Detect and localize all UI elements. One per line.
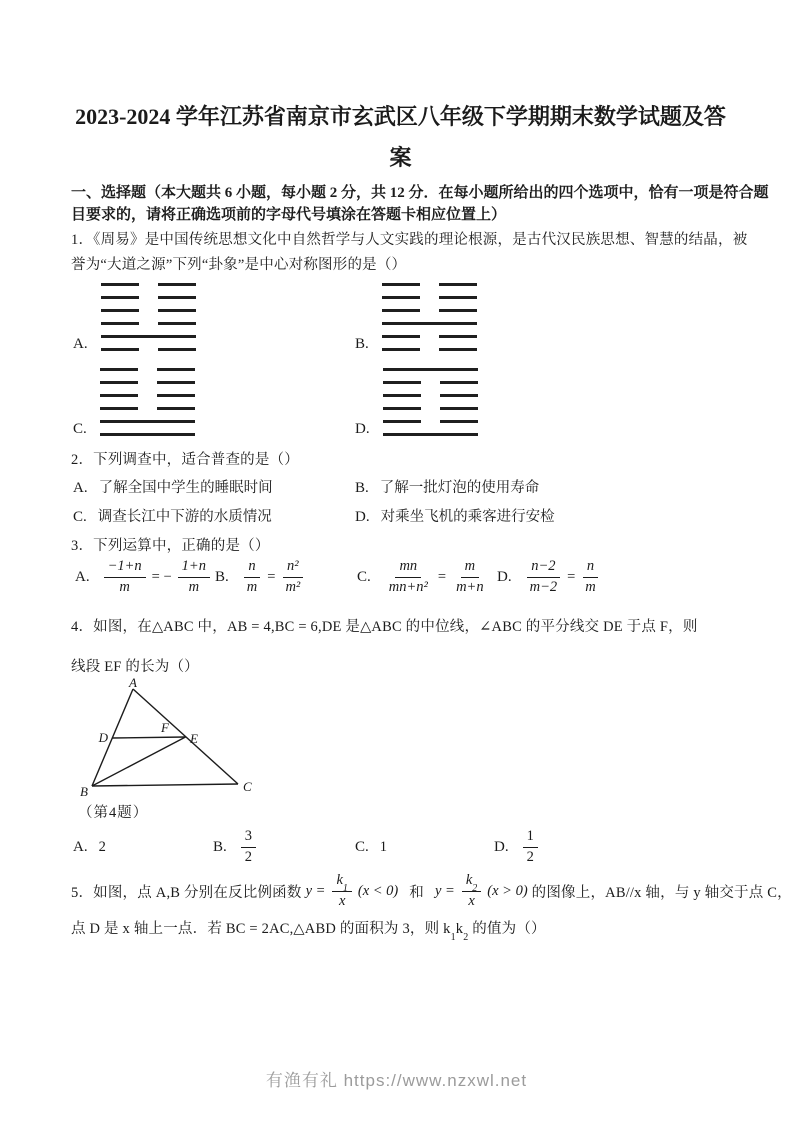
question-5-text-line1	[71, 868, 792, 914]
solid-yang-line	[100, 420, 195, 423]
formula-lhs: y =	[434, 882, 455, 899]
q1-option-b	[355, 283, 477, 351]
q4-option-c	[355, 827, 387, 867]
broken-yin-line	[101, 348, 196, 351]
broken-yin-line	[383, 381, 478, 384]
q3-option-d	[497, 550, 603, 604]
section-heading-line1: 一、选择题（本大题共 6 小题，每小题 2 分，共 12 分．在每小题所给出的四个选项中，恰有一项是符合题	[71, 185, 769, 201]
q5-line2-text: 点 D 是 x 轴上一点．若 BC = 2AC,△ABD 的面积为 3，则 k	[71, 921, 451, 937]
formula-lhs: y =	[305, 882, 326, 899]
fraction	[241, 827, 256, 867]
q4-option-a-value: 2	[98, 838, 106, 855]
fraction-numerator: mn	[395, 557, 421, 577]
broken-yin-line	[382, 296, 477, 299]
equals-sign: = −	[151, 568, 172, 585]
q3-option-c	[357, 550, 491, 604]
equals-sign: =	[437, 568, 447, 585]
broken-yin-line	[100, 407, 195, 410]
q4-option-a-label: A.	[73, 838, 88, 855]
q2-option-b-label: B.	[355, 480, 369, 496]
q5-formula-2	[435, 871, 528, 911]
q5-intro: 5．如图，点 A,B 分别在反比例函数	[71, 884, 302, 901]
hexagram-figure-a	[101, 283, 196, 351]
q4-option-d	[494, 827, 541, 867]
fraction	[332, 871, 351, 911]
fraction-denominator: m²	[285, 578, 301, 595]
q4-option-c-value: 1	[379, 838, 388, 855]
q3-option-a	[75, 550, 213, 604]
q1-option-c	[73, 368, 195, 436]
hexagram-figure-b	[382, 283, 477, 351]
fraction-denominator: x	[338, 892, 346, 909]
broken-yin-line	[383, 420, 478, 423]
q2-option-d-text: 对乘坐飞机的乘客进行安检	[380, 509, 555, 525]
solid-yang-line	[100, 433, 195, 436]
equals-sign: =	[567, 568, 576, 585]
q2-option-c-text: 调查长江中下游的水质情况	[97, 509, 272, 525]
k1-subscript: 1	[450, 931, 456, 943]
q2-option-c-label: C.	[73, 509, 87, 525]
q5-line2-k: k	[455, 921, 464, 937]
q5-formula-1	[306, 871, 399, 911]
fraction-denominator: x	[468, 892, 475, 909]
broken-yin-line	[101, 309, 196, 312]
fraction	[178, 557, 210, 597]
q5-line2-end: 的值为（）	[468, 921, 546, 937]
fraction-denominator: m−2	[529, 578, 558, 595]
fraction-numerator: 1	[523, 827, 538, 847]
q4-figure-caption: （第4题）	[78, 805, 149, 821]
q2-option-a-text: 了解全国中学生的睡眠时间	[98, 480, 273, 496]
broken-yin-line	[382, 283, 477, 286]
q3-option-c-label: C.	[357, 568, 371, 585]
site-watermark: 有渔有礼 https://www.nzxwl.net	[265, 1071, 528, 1090]
fraction	[581, 557, 599, 597]
fraction	[523, 827, 538, 867]
q1-option-a	[73, 283, 196, 351]
page-title-line2: 案	[389, 145, 412, 170]
fraction	[462, 871, 481, 911]
fraction-denominator: m+n	[456, 578, 484, 595]
fraction-numerator: n−2	[527, 557, 559, 577]
hexagram-figure-c	[100, 368, 195, 436]
fraction-numerator: m	[461, 557, 479, 577]
fraction	[104, 557, 146, 597]
q2-option-d	[355, 508, 555, 527]
solid-yang-line	[382, 322, 477, 325]
solid-yang-line	[101, 335, 196, 338]
midline-DE	[113, 737, 186, 738]
q4-option-d-label: D.	[494, 838, 509, 855]
broken-yin-line	[101, 322, 196, 325]
fraction-denominator: 2	[244, 848, 253, 865]
vertex-label-A: A	[129, 678, 137, 690]
broken-yin-line	[383, 407, 478, 410]
broken-yin-line	[100, 394, 195, 397]
fraction	[243, 557, 261, 597]
fraction-numerator: $k_2$	[462, 871, 481, 891]
broken-yin-line	[382, 309, 477, 312]
question-2-text: 2．下列调查中，适合普查的是（）	[71, 452, 299, 468]
page-content	[69, 0, 792, 1122]
q2-option-d-label: D.	[355, 509, 370, 525]
q2-option-c	[73, 508, 272, 527]
question-1-text-line2: 誉为“大道之源”下列“卦象”是中心对称图形的是（）	[71, 257, 407, 273]
fraction-numerator: 1+n	[178, 557, 210, 577]
fraction-denominator: m	[246, 578, 258, 595]
vertex-label-C: C	[243, 779, 252, 794]
q2-option-b-text: 了解一批灯泡的使用寿命	[379, 480, 540, 496]
q4-option-a	[73, 827, 106, 867]
q4-option-b-label: B.	[213, 838, 227, 855]
question-1-text-line1: 1．《周易》是中国传统思想文化中自然哲学与人文实践的理论根源，是古代汉民族思想、智慧的结晶，被	[71, 232, 748, 248]
broken-yin-line	[382, 335, 477, 338]
q5-tail: 的图像上，AB//x 轴，与 y 轴交于点 C，	[531, 884, 792, 901]
point-label-E: E	[190, 731, 198, 746]
side-BC	[92, 784, 238, 786]
fraction-numerator: n	[244, 557, 259, 577]
side-AC	[133, 689, 238, 784]
domain-condition: (x > 0)	[487, 882, 528, 899]
solid-yang-line	[383, 368, 478, 371]
q1-option-d	[355, 368, 478, 436]
page-title-line1: 2023-2024 学年江苏省南京市玄武区八年级下学期期末数学试题及答	[75, 104, 726, 129]
fraction-numerator: $k_1$	[332, 871, 351, 891]
fraction-denominator: 2	[526, 848, 534, 865]
q1-option-a-label: A.	[73, 336, 88, 352]
fraction	[526, 557, 562, 597]
broken-yin-line	[101, 296, 196, 299]
fraction-numerator: 3	[241, 827, 256, 847]
question-5-text-line2	[71, 920, 546, 943]
fraction-denominator: m	[585, 578, 596, 595]
vertex-label-B: B	[80, 784, 88, 799]
solid-yang-line	[383, 433, 478, 436]
hexagram-figure-d	[383, 368, 478, 436]
fraction	[385, 557, 432, 597]
fraction	[452, 557, 488, 597]
q5-conjunction: 和	[409, 884, 424, 901]
k2-subscript: 2	[463, 931, 469, 943]
fraction-denominator: mn+n²	[388, 578, 428, 595]
point-label-D: D	[98, 730, 108, 745]
q3-option-b	[215, 550, 307, 604]
broken-yin-line	[382, 348, 477, 351]
q2-option-b	[355, 479, 539, 498]
q2-option-a	[73, 479, 273, 498]
q3-option-b-label: B.	[215, 568, 229, 585]
q3-option-a-label: A.	[75, 568, 90, 585]
q1-option-c-label: C.	[73, 421, 87, 437]
broken-yin-line	[383, 394, 478, 397]
q4-option-c-label: C.	[355, 838, 369, 855]
broken-yin-line	[101, 283, 196, 286]
q4-option-b	[213, 827, 259, 867]
domain-condition: (x < 0)	[357, 882, 399, 899]
fraction-denominator: m	[188, 578, 200, 595]
q2-option-a-label: A.	[73, 480, 88, 496]
section-heading-line2: 目要求的，请将正确选项前的字母代号填涂在答题卡相应位置上）	[71, 207, 507, 223]
point-label-F: F	[161, 720, 169, 735]
q4-triangle-figure	[60, 678, 260, 804]
fraction-numerator: n	[583, 557, 598, 577]
fraction	[281, 557, 304, 597]
fraction-numerator: −1+n	[104, 557, 146, 577]
broken-yin-line	[100, 368, 195, 371]
question-4-text-line2: 线段 EF 的长为（）	[71, 659, 199, 675]
q1-option-d-label: D.	[355, 421, 370, 437]
q3-option-d-label: D.	[497, 568, 512, 585]
question-3-text: 3．下列运算中，正确的是（）	[71, 538, 270, 554]
equals-sign: =	[267, 568, 276, 585]
question-4-text-line1: 4．如图，在△ABC 中，AB = 4,BC = 6,DE 是△ABC 的中位线，∠ABC 的平分线交 DE 于点 F，则	[71, 619, 698, 635]
broken-yin-line	[100, 381, 195, 384]
q1-option-b-label: B.	[355, 336, 369, 352]
fraction-numerator: n²	[283, 557, 303, 577]
fraction-denominator: m	[119, 578, 130, 595]
